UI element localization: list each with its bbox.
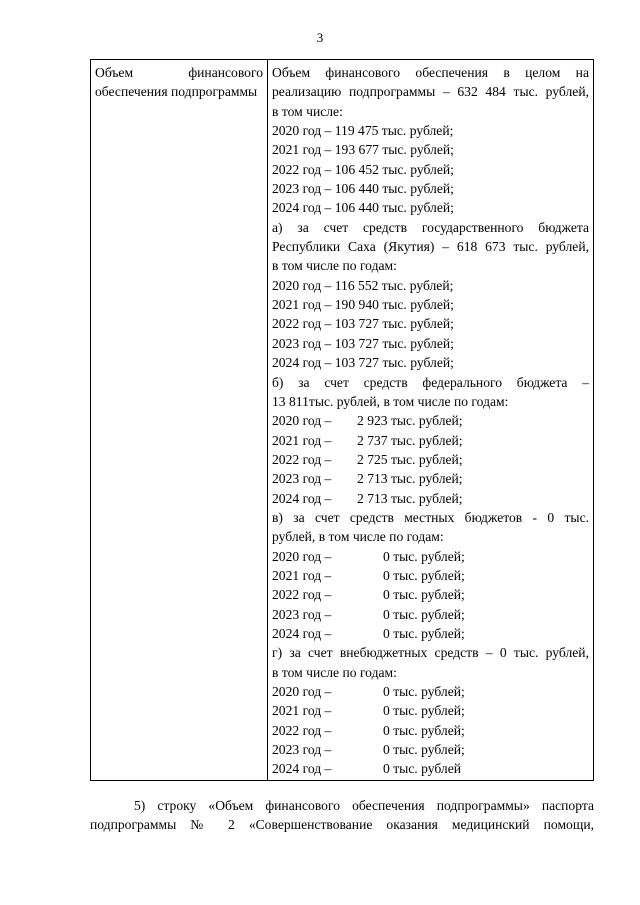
year-label: 2022 год – [272, 451, 332, 467]
total-line-3: в том числе: [272, 103, 343, 119]
year-label: 2024 год – [272, 625, 332, 641]
row-label-cell: Объем финансового обеспечения подпрограммы [91, 60, 268, 781]
section-d-line-2: в том числе по годам: [272, 664, 397, 680]
section-a-year-2020: 2020 год – 116 552 тыс. рублей; [272, 277, 454, 293]
total-year-2022: 2022 год – 106 452 тыс. рублей; [272, 161, 454, 177]
section-c-year-2024 [272, 624, 589, 643]
section-b-year-2023 [272, 469, 589, 488]
year-value: 2 713 тыс. рублей; [357, 490, 463, 506]
section-c-year-2021 [272, 566, 589, 585]
year-label: 2023 год – [272, 471, 332, 487]
section-a-year-2023: 2023 год – 103 727 тыс. рублей; [272, 335, 454, 351]
year-value: 0 тыс. рублей [383, 761, 462, 777]
section-a-year-2022: 2022 год – 103 727 тыс. рублей; [272, 316, 454, 332]
row-value-cell [268, 60, 594, 781]
year-value: 0 тыс. рублей; [383, 606, 465, 622]
section-a-year-2024: 2024 год – 103 727 тыс. рублей; [272, 355, 454, 371]
section-d-year-2021 [272, 701, 589, 720]
year-value: 0 тыс. рублей; [383, 684, 465, 699]
section-b-line-2: 13 811тыс. рублей, в том числе по годам: [272, 393, 509, 409]
year-value: 0 тыс. рублей; [383, 742, 465, 758]
section-d-year-2024 [272, 759, 589, 778]
year-value: 2 737 тыс. рублей; [357, 432, 463, 448]
section-d-line-1: г) за счет внебюджетных средств – 0 тыс. рублей, [272, 645, 589, 661]
year-value: 2 725 тыс. рублей; [357, 451, 463, 467]
section-d-year-2023 [272, 740, 589, 759]
table-row [91, 60, 594, 781]
section-d-year-2020 [272, 682, 589, 701]
total-line-1: Объем финансового обеспечения в целом на [272, 65, 589, 80]
year-label: 2023 год – [272, 606, 332, 622]
section-a-line-3: в том числе по годам: [272, 258, 397, 274]
after-table-paragraph-line-1: 5) строку «Объем финансового обеспечения подпрограммы» паспорта [134, 798, 594, 813]
year-value: 2 923 тыс. рублей; [357, 413, 463, 429]
year-label: 2020 год – [272, 413, 332, 429]
year-value: 0 тыс. рублей; [383, 625, 465, 641]
year-value: 2 713 тыс. рублей; [357, 471, 463, 487]
year-label: 2021 год – [272, 432, 332, 448]
section-d-year-2022 [272, 721, 589, 740]
section-b-year-2021 [272, 431, 589, 450]
year-label: 2021 год – [272, 703, 332, 719]
section-c-year-2020 [272, 547, 589, 566]
financing-table [90, 59, 594, 781]
section-b-year-2020 [272, 411, 589, 430]
section-c-year-2023 [272, 605, 589, 624]
year-value: 0 тыс. рублей; [383, 567, 465, 583]
year-label: 2022 год – [272, 587, 332, 603]
year-value: 0 тыс. рублей; [383, 548, 465, 564]
section-b-year-2024 [272, 489, 589, 508]
year-value: 0 тыс. рублей; [383, 703, 465, 719]
section-b-year-2022 [272, 450, 589, 469]
year-value: 0 тыс. рублей; [383, 722, 465, 738]
section-a-line-1: а) за счет средств государственного бюджета [272, 219, 589, 235]
year-label: 2024 год – [272, 761, 332, 777]
section-c-year-2022 [272, 585, 589, 604]
year-label: 2020 год – [272, 684, 332, 699]
after-table-paragraph-line-2: подпрограммы № 2 «Совершенствование оказания медицинский помощи, [90, 817, 594, 832]
section-c-line-2: рублей, в том числе по годам: [272, 529, 444, 545]
total-year-2023: 2023 год – 106 440 тыс. рублей; [272, 181, 454, 197]
year-label: 2020 год – [272, 548, 332, 564]
total-year-2021: 2021 год – 193 677 тыс. рублей; [272, 142, 454, 158]
year-label: 2022 год – [272, 722, 332, 738]
year-label: 2023 год – [272, 742, 332, 758]
section-c-line-1: в) за счет средств местных бюджетов - 0 тыс. [272, 509, 589, 525]
page-number: 3 [316, 30, 324, 45]
section-a-year-2021: 2021 год – 190 940 тыс. рублей; [272, 297, 454, 313]
year-label: 2021 год – [272, 567, 332, 583]
section-a-line-2: Республики Саха (Якутия) – 618 673 тыс. рублей, [272, 239, 589, 255]
total-year-2024: 2024 год – 106 440 тыс. рублей; [272, 200, 454, 216]
year-label: 2024 год – [272, 490, 332, 506]
total-line-2: реализацию подпрограммы – 632 484 тыс. рублей, [272, 84, 589, 100]
total-year-2020: 2020 год – 119 475 тыс. рублей; [272, 123, 454, 139]
year-value: 0 тыс. рублей; [383, 587, 465, 603]
section-b-line-1: б) за счет средств федерального бюджета – [272, 374, 589, 390]
